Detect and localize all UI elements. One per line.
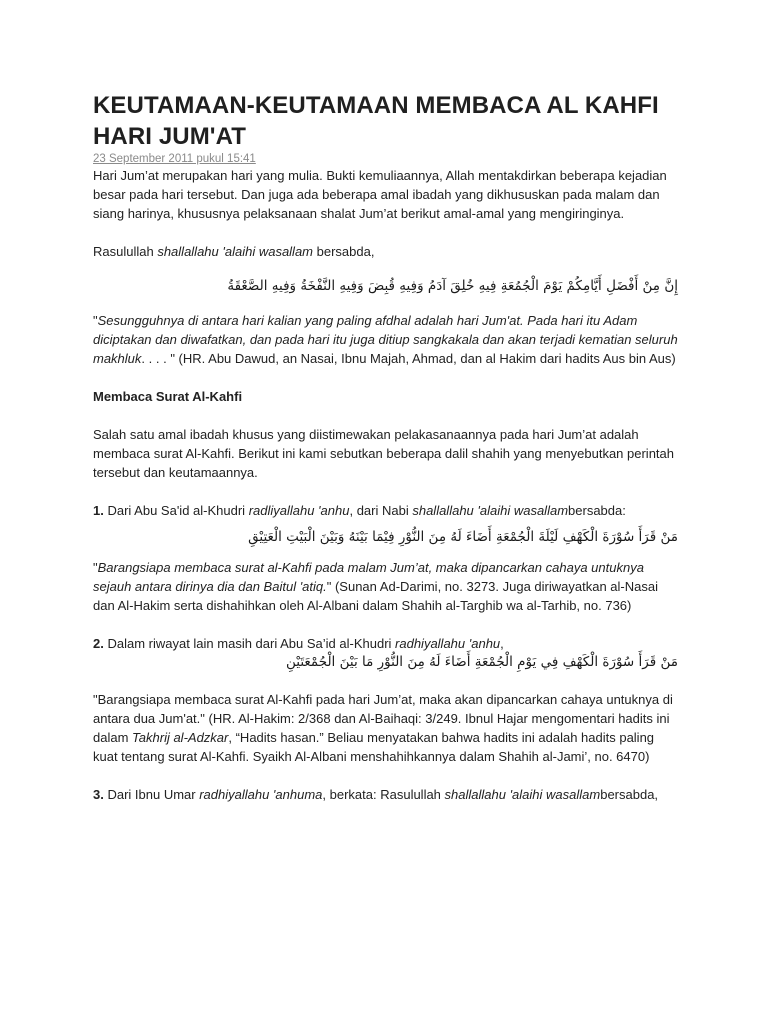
arabic-hadith-2: مَنْ قَرَأَ سُوْرَةَ الْكَهْفِ لَيْلَةَ الْجُمْعَةِ أَضَاءَ لَهُ مِنَ النُّوْرِ فِيْمَا بَيْنَهُ وَبَيْنَ الْبَيْتِ الْعَتِيْقِ <box>248 529 678 545</box>
item-2-quote-a: "Barangsiapa membaca surat Al-Kahfi pada hari Jum’at, maka akan dipancarkan cahaya untuknya di antara dua Jum'at." (HR. Al-Hakim: 2/368 dan Al-Baihaqi: 3/249. Ibnul Hajar mengomentari hadits ini dalam <box>93 692 673 745</box>
item-1-text-b: , dari Nabi <box>349 503 413 518</box>
intro-paragraph: Hari Jum’at merupakan hari yang mulia. Bukti kemuliaannya, Allah mentakdirkan beberapa kejadian besar pada hari tersebut. Dan juga ada beberapa amal ibadah yang dikhususkan pada malam dan siang harinya, khususnya pelaksanaan shalat Jum’at berikut amal-amal yang mengiringinya. <box>93 168 667 221</box>
item-2-text-a: Dalam riwayat lain masih dari Abu Sa’id al-Khudri <box>103 636 396 651</box>
arabic-hadith-1: إِنَّ مِنْ أَفْضَلِ أَيَّامِكُمْ يَوْمَ الْجُمُعَةِ فِيهِ خُلِقَ آدَمُ وَفِيهِ قُبِضَ وَفِيهِ النَّفْخَةُ وَفِيهِ الصَّعْقَةُ <box>227 278 678 294</box>
section-intro: Salah satu amal ibadah khusus yang diistimewakan pelakasanaannya pada hari Jum’at adalah membaca surat Al-Kahfi. Berikut ini kami sebutkan beberapa dalil shahih yang menyebutkan perintah tersebut dan keutamaannya. <box>93 427 675 480</box>
list-item-3 <box>93 785 678 804</box>
article <box>93 90 678 804</box>
item-2-quote-italic: Takhrij al-Adzkar <box>132 730 229 745</box>
hadith-1-translation <box>93 311 678 368</box>
item-2-translation <box>93 690 678 766</box>
list-item-2 <box>93 634 678 653</box>
item-3-text-c: bersabda, <box>600 787 659 802</box>
item-1-translation <box>93 558 678 615</box>
hadith-1-italic: Sesungguhnya di antara hari kalian yang paling afdhal adalah hari Jum'at. Pada hari itu Adam diciptakan dan diwafatkan, dan pada hari itu juga ditiup sangkakala dan akan terjadi kematian seluruh makhluk <box>93 313 678 366</box>
rasul-suffix: bersabda, <box>313 244 375 259</box>
article-title: KEUTAMAAN-KEUTAMAAN MEMBACA AL KAHFI HARI JUM'AT <box>93 92 659 150</box>
item-3-italic-b: shallallahu 'alaihi wasallam <box>444 787 601 802</box>
item-3-number: 3. <box>93 787 104 802</box>
rasul-paragraph <box>93 242 678 261</box>
quote-open: " <box>93 313 98 328</box>
post-date-link[interactable]: 23 September 2011 pukul 15:41 <box>93 153 256 165</box>
item-2-italic-a: radhiyallahu 'anhu <box>395 636 501 651</box>
item-3-text-b: , berkata: Rasulullah <box>322 787 445 802</box>
rasul-honorific: shallallahu 'alaihi wasallam <box>157 244 314 259</box>
arabic-hadith-3: مَنْ قَرَأَ سُوْرَةَ الْكَهْفِ فِي يَوْمِ الْجُمْعَةِ أَضَاءَ لَهُ مِنَ النُّوْرِ مَا بَيْنَ الْجُمْعَتَيْنِ <box>285 654 678 670</box>
rasul-prefix: Rasulullah <box>93 244 158 259</box>
section-heading: Membaca Surat Al-Kahfi <box>93 389 243 404</box>
item-2-text-b: , <box>500 636 504 651</box>
item-3-italic-a: radhiyallahu 'anhuma <box>199 787 323 802</box>
item-2-quote-b: , “Hadits hasan.” Beliau menyatakan bahwa hadits ini adalah hadits paling kuat tentang surat Al-Kahfi. Syaikh Al-Albani menshahihkannya dalam Shahih al-Jami’, no. 6470) <box>93 730 655 764</box>
list-item-1 <box>93 501 678 520</box>
item-2-number: 2. <box>93 636 104 651</box>
item-1-quote-source: " (Sunan Ad-Darimi, no. 3273. Juga diriwayatkan al-Nasai dan Al-Hakim serta dishahihkan oleh Al-Albani dalam Shahih al-Targhib wa al-Tarhib, no. 736) <box>93 579 658 613</box>
item-3-text-a: Dari Ibnu Umar <box>103 787 200 802</box>
item-1-number: 1. <box>93 503 104 518</box>
hadith-1-source: . . . . " (HR. Abu Dawud, an Nasai, Ibnu Majah, Ahmad, dan al Hakim dari hadits Aus bin Aus) <box>141 351 676 366</box>
item-1-italic-a: radliyallahu 'anhu <box>248 503 350 518</box>
item-1-text-c: bersabda: <box>568 503 626 518</box>
item-1-quote-italic: Barangsiapa membaca surat al-Kahfi pada malam Jum’at, maka dipancarkan cahaya untuknya sejauh antara dirinya dia dan Baitul 'atiq. <box>93 560 644 594</box>
item-1-italic-b: shallallahu 'alaihi wasallam <box>412 503 569 518</box>
item-1-text-a: Dari Abu Sa'id al-Khudri <box>103 503 249 518</box>
item-1-quote-open: " <box>93 560 98 575</box>
